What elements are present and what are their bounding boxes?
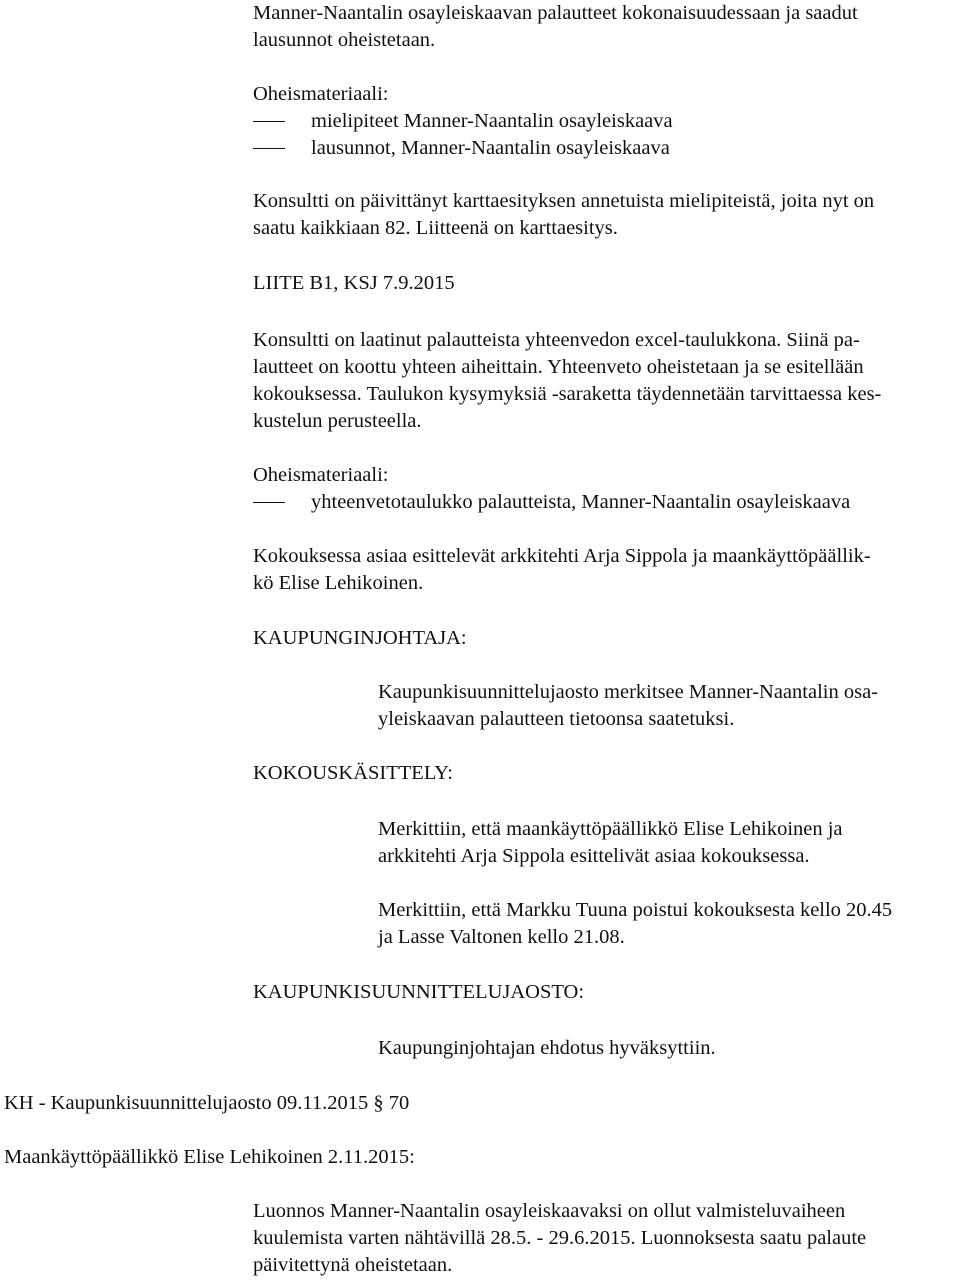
list-item: mielipiteet Manner-Naantalin osayleiskaava (253, 108, 953, 135)
kokouskasittely-paragraph-2: Merkittiin, että Markku Tuuna poistui kokouksesta kello 20.45 ja Lasse Valtonen kello 21.08. (378, 899, 893, 948)
oheismateriaali-heading: Oheismateriaali: (253, 83, 389, 105)
luonnos-paragraph: Luonnos Manner-Naantalin osayleiskaavaksi on ollut valmisteluvaiheen kuulemista varten nähtävillä 28.5. - 29.6.2015. Luonnoksesta saatu palaute päivitettynä oheistetaan. (253, 1200, 867, 1276)
kaupunginjohtaja-proposal: Kaupunkisuunnittelujaosto merkitsee Manner-Naantalin osa- yleiskaavan palautteen tietoonsa saatetuksi. (378, 681, 878, 730)
dash-bullet-icon (253, 502, 285, 503)
kokouskasittely-heading: KOKOUSKÄSITTELY: (253, 762, 453, 784)
konsultti-paragraph-2: Konsultti on laatinut palautteista yhteenvedon excel-taulukkona. Siinä pa- lautteet on koottu yhteen aiheittain. Yhteenveto oheistetaan ja se esitellään kokouksessa. Taulukon kysymyksiä -saraketta täydennetään tarvittaessa kes- kustelun perusteella. (253, 329, 882, 432)
esittelevat-paragraph: Kokouksessa asiaa esittelevät arkkitehti Arja Sippola ja maankäyttöpäällik- kö Elise Lehikoinen. (253, 545, 871, 594)
oheismateriaali-list-2 (253, 462, 953, 516)
presenter-line: Maankäyttöpäällikkö Elise Lehikoinen 2.11.2015: (4, 1146, 415, 1168)
list-item: yhteenvetotaulukko palautteista, Manner-Naantalin osayleiskaava (253, 489, 953, 516)
kokouskasittely-paragraph-1: Merkittiin, että maankäyttöpäällikkö Elise Lehikoinen ja arkkitehti Arja Sippola esittelivät asiaa kokouksessa. (378, 818, 843, 867)
jaosto-decision: Kaupunginjohtajan ehdotus hyväksyttiin. (378, 1037, 716, 1059)
intro-paragraph: Manner-Naantalin osayleiskaavan palautteet kokonaisuudessaan ja saadut lausunnot oheistetaan. (253, 2, 858, 51)
dash-bullet-icon (253, 148, 285, 149)
oheismateriaali-list-1 (253, 81, 953, 162)
konsultti-paragraph-1: Konsultti on päivittänyt karttaesityksen annetuista mielipiteistä, joita nyt on saatu kaikkiaan 82. Liitteenä on karttaesitys. (253, 190, 875, 239)
kaupunginjohtaja-heading: KAUPUNGINJOHTAJA: (253, 627, 467, 649)
oheismateriaali-heading: Oheismateriaali: (253, 464, 389, 486)
list-item: lausunnot, Manner-Naantalin osayleiskaava (253, 135, 953, 162)
jaosto-heading: KAUPUNKISUUNNITTELUJAOSTO: (253, 981, 585, 1003)
liite-reference: LIITE B1, KSJ 7.9.2015 (253, 272, 455, 294)
kh-meeting-reference: KH - Kaupunkisuunnittelujaosto 09.11.2015 § 70 (4, 1092, 410, 1114)
dash-bullet-icon (253, 121, 285, 122)
